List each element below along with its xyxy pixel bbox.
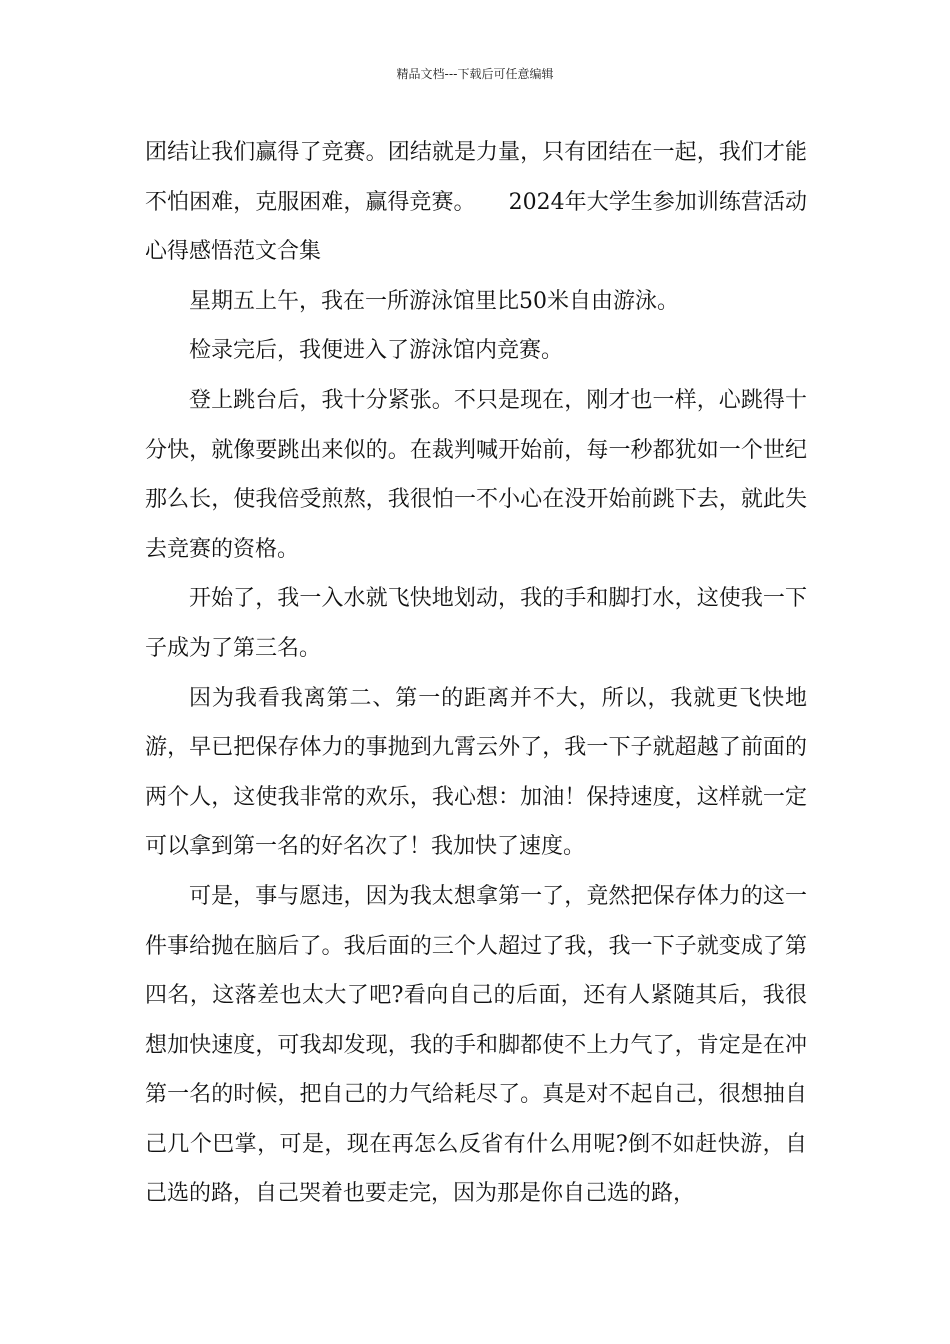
body-text (145, 128, 807, 1219)
paragraph: 登上跳台后，我十分紧张。不只是现在，刚才也一样，心跳得十分快，就像要跳出来似的。在裁判喊开始前，每一秒都犹如一个世纪那么长，使我倍受煎熬，我很怕一不小心在没开始前跳下去，就此失去竞赛的资格。 (145, 387, 807, 562)
paragraph: 开始了，我一入水就飞快地划动，我的手和脚打水，这使我一下子成为了第三名。 (145, 586, 807, 661)
paragraph: 可是，事与愿违，因为我太想拿第一了，竟然把保存体力的这一件事给抛在脑后了。我后面的三个人超过了我，我一下子就变成了第四名，这落差也太大了吧?看向自己的后面，还有人紧随其后，我很想加快速度，可我却发现，我的手和脚都使不上力气了，肯定是在冲第一名的时候，把自己的力气给耗尽了。真是对不起自己，很想抽自己几个巴掌，可是，现在再怎么反省有什么用呢?倒不如赶快游，自己选的路，自己哭着也要走完，因为那是你自己选的路， (145, 883, 807, 1207)
paragraph: 团结让我们赢得了竞赛。团结就是力量，只有团结在一起，我们才能不怕困难，克服困难，赢得竞赛。 2024年大学生参加训练营活动心得感悟范文合集 (145, 140, 807, 265)
paragraph: 检录完后，我便进入了游泳馆内竞赛。 (189, 338, 564, 364)
page-header: 精品文档---下载后可任意编辑 (396, 67, 554, 81)
paragraph: 星期五上午，我在一所游泳馆里比50米自由游泳。 (189, 288, 679, 314)
paragraph: 因为我看我离第二、第一的距离并不大，所以，我就更飞快地游，早已把保存体力的事抛到九霄云外了，我一下子就超越了前面的两个人，这使我非常的欢乐，我心想：加油！保持速度，这样就一定可以拿到第一名的好名次了！我加快了速度。 (145, 685, 807, 860)
